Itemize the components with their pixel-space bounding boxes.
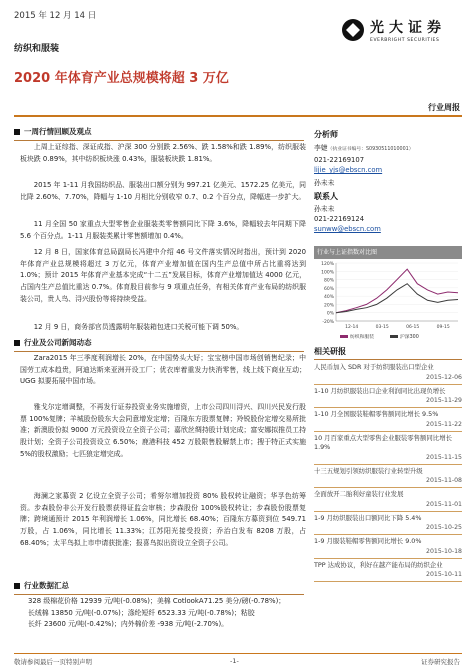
related-report-item[interactable] — [314, 514, 462, 536]
data-heading: 行业数据汇总 — [24, 581, 69, 590]
related-report-title: 1-10 月纺织服装出口企业利润同比出现负增长 — [314, 386, 446, 395]
related-report-item[interactable] — [314, 387, 462, 409]
related-separator — [314, 511, 462, 512]
related-separator — [314, 464, 462, 465]
related-report-item[interactable] — [314, 561, 462, 583]
data-line: 长纤 23600 元/吨(-0.42%)；内外棉价差 -938 元/吨(-2.70%)。 — [28, 620, 229, 629]
x-tick-label: 12-14 — [345, 325, 359, 330]
data-line: 长绒棉 13850 元/吨(-0.07%)；涤纶短纤 6523.33 元/吨(-0.78%)；粘胶 — [28, 608, 255, 617]
related-report-item[interactable] — [314, 363, 462, 385]
report-date: 2015 年 12 月 14 日 — [14, 11, 97, 21]
paragraph-news-company1: 雅戈尔定增调整，不再发行证券投资业务实施增资，上市公司四川浔兴、四川兴民发行股票 100%复牌；羊城股份股东大会同意增发定增；百隆东方股票复牌；羚锐股份定增交易所批准；新澳股份拟 9000 万元投资设立全资子公司；嘉欣丝绸持股计划完成；富安娜拟推员工持股计划；全资子公司投资设立 6.50%；鹿港科技 452 万股限售股解禁上市；搜于特正式实施 5%的股权激励；七匹狼定增完成。 — [20, 403, 306, 458]
related-report-date: 2015-10-25 — [426, 524, 462, 531]
contact-name: 孙未未 — [314, 205, 335, 213]
related-reports — [314, 347, 462, 584]
related-report-item[interactable] — [314, 537, 462, 559]
related-separator — [314, 384, 462, 385]
analyst-block — [314, 130, 462, 188]
paragraph-sports: 12 月 8 日，国家体育总局副局长冯建中介绍 46 号文件落实情况时指出，预计到 2020 年体育产业总规模将超过 3 万亿元，体育产业增加值在国内生产总值中所占比重将达到 1.0%；预计 2015 年体育产业基本完成“十二五”发展目标，体育产业增加值达 4000 亿元，占国内生产总值比重达 0.7%。体育股目前参与 9 项重点任务，有相关体育产业布局的纺织服装公司，贵人鸟、浔兴股份等将持续受益。 — [20, 248, 306, 303]
paragraph-market: 上周上证综指、深证成指、沪深 300 分别跌 2.56%、跌 1.58%和跌 1.89%，纺织服装板块跌 0.89%，其中纺织板块涨 0.43%，服装板块跌 1.81%。 — [20, 143, 306, 163]
analyst-email[interactable]: lijie_yjs@ebscn.com — [314, 166, 383, 174]
paragraph-exports: 2015 年 1-11 月我国纺织品、服装出口额分别为 997.21 亿美元、1572.25 亿美元，同比降 2.60%、7.70%，降幅与 1-10 月相比分别收窄 0.7、0.2 个百分点，降幅进一步扩大。 — [20, 181, 306, 201]
related-report-title: 1-9 月纺织服装出口额同比下降 5.4% — [314, 513, 422, 522]
contact-phone: 021-22169124 — [314, 215, 365, 223]
y-tick-label: 80% — [323, 278, 334, 284]
related-report-date: 2015-11-22 — [426, 420, 462, 428]
section-bullet-icon — [14, 340, 20, 346]
logo-chinese: 光大证券 — [370, 20, 446, 36]
related-report-title: 1-9 月服装鞋帽零售额同比增长 9.0% — [314, 537, 422, 545]
report-title: 2020 年体育产业总规模将超 3 万亿 — [14, 71, 229, 86]
page-number: -1- — [230, 657, 239, 665]
analyst-name: 李婕 — [314, 144, 328, 152]
related-report-title: 10 月百家重点大型零售企业服装零售额同比增长 1.9% — [314, 433, 452, 451]
related-report-item[interactable] — [314, 467, 462, 489]
related-report-date: 2015-11-29 — [426, 397, 462, 404]
related-separator — [314, 534, 462, 535]
related-report-item[interactable] — [314, 410, 462, 432]
legend-swatch — [340, 335, 348, 338]
section-bullet-icon — [14, 129, 20, 135]
y-tick-label: 120% — [321, 262, 334, 267]
y-tick-label: 20% — [323, 303, 334, 309]
company-logo — [342, 16, 452, 44]
contact-block — [314, 192, 462, 234]
related-heading: 相关研报 — [314, 347, 346, 356]
review-heading: 一周行情回顾及观点 — [24, 127, 92, 136]
related-report-date: 2015-12-06 — [426, 373, 462, 381]
related-separator — [314, 581, 462, 582]
related-report-title: TPP 达成协议，利好在越产能布局的纺织企业 — [314, 560, 443, 569]
logo-english: EVERBRIGHT SECURITIES — [370, 38, 440, 43]
related-report-date: 2015-10-18 — [426, 547, 462, 555]
related-report-date: 2015-11-08 — [426, 477, 462, 484]
data-section — [14, 580, 304, 595]
news-heading: 行业及公司新闻动态 — [24, 338, 92, 347]
analyst-heading: 分析师 — [314, 130, 338, 139]
related-separator — [314, 431, 462, 432]
paragraph-tariff: 12 月 9 日，商务部官员透露明年服装箱包进口关税可能下调 50%。 — [33, 323, 244, 331]
paragraph-retail: 11 月全国 50 家重点大型零售企业服装类零售额同比下降 3.6%，降幅较去年同期下降 5.6 个百分点。1-11 月服装类累计零售额增加 0.4%。 — [20, 220, 306, 240]
section-bullet-icon — [14, 583, 20, 589]
related-report-title: 全面放开二胎利好童装行业发展 — [314, 490, 404, 498]
legend-label: 沪深300 — [400, 335, 419, 340]
y-tick-label: 40% — [323, 295, 334, 301]
data-line: 328 级棉花价格 12939 元/吨(-0.08%)；美棉 CotlookA71.25 美分/磅(-0.78%)； — [28, 597, 286, 605]
chart-title: 行业与上证指数对比图 — [314, 246, 462, 259]
section-rule — [14, 594, 304, 595]
paragraph-news-intl: Zara2015 年三季度利润增长 20%，在中国势头大好；宝宝榜中国市场创销售纪录；中国劳工成本趋贵，阿迪达斯来亚洲开设工厂；优衣库着重发力快消零售，线上线下商业互动；UGG 拟要拓展中国市场。 — [20, 354, 306, 386]
x-tick-label: 06-15 — [406, 325, 420, 330]
related-report-item[interactable] — [314, 434, 462, 465]
review-section — [14, 126, 304, 141]
y-tick-label: -20% — [322, 320, 334, 325]
report-type: 行业周报 — [428, 103, 460, 112]
footer-report-label: 证券研究报告 — [421, 658, 460, 666]
comparison-chart — [314, 259, 462, 343]
related-rule — [314, 359, 462, 360]
related-separator — [314, 558, 462, 559]
analyst-cert: （执业证书编号：S0930511010001） — [327, 147, 414, 152]
related-separator — [314, 407, 462, 408]
section-rule — [14, 140, 304, 141]
related-report-date: 2015-11-15 — [426, 453, 462, 461]
related-report-title: 人民币加入 SDR 对于纺织服装出口型企业 — [314, 363, 434, 371]
legend-label: 纺织和服装 — [350, 335, 374, 340]
paragraph-news-company2: 海澜之家募资 2 亿设立全资子公司；希努尔增加投资 80% 股权转让融资；华孚色纺筹资。步森股份非公开发行股票获得证监会审核；步森股份 100%股权转让；步森股份股票复牌；跨境通预计 2015 年利润增长 1.06%，同比增长 68.40%；百隆东方募资到位 549.71 万股，占 1.06%，同比增长 11.33%；江苏阳光接受投资；乔治白发布 8208 万股，占 68.40%；太平鸟拟上市申请获批准；报喜鸟拟出资设立全资子公司。 — [20, 492, 306, 547]
related-report-date: 2015-11-01 — [426, 500, 462, 508]
y-tick-label: 0% — [326, 311, 334, 317]
x-tick-label: 03-15 — [375, 325, 389, 330]
footer-rule — [14, 653, 462, 654]
legend-swatch — [390, 335, 398, 338]
contact-heading: 联系人 — [314, 192, 338, 201]
y-tick-label: 60% — [323, 286, 334, 292]
related-separator — [314, 487, 462, 488]
contact-email[interactable]: sunww@ebscn.com — [314, 225, 381, 233]
logo-mark-icon — [342, 19, 364, 41]
analyst-name-2: 孙未未 — [314, 179, 335, 187]
related-report-title: 十三五规划引领纺织服装行业转型升级 — [314, 466, 423, 475]
y-tick-label: 100% — [321, 270, 334, 276]
sector-label: 纺织和服装 — [14, 44, 60, 54]
news-section — [14, 337, 304, 352]
section-rule — [14, 351, 304, 352]
analyst-phone: 021-22169107 — [314, 156, 365, 164]
x-tick-label: 09-15 — [436, 325, 450, 330]
related-report-date: 2015-10-11 — [426, 571, 462, 578]
related-report-item[interactable] — [314, 490, 462, 512]
related-report-title: 1-10 月全国服装鞋帽零售额同比增长 9.5% — [314, 410, 439, 418]
footer-disclaimer: 敬请参阅最后一页特别声明 — [14, 658, 92, 666]
data-summary — [28, 596, 306, 631]
header-rule — [14, 115, 462, 117]
series-line-0 — [336, 269, 458, 313]
